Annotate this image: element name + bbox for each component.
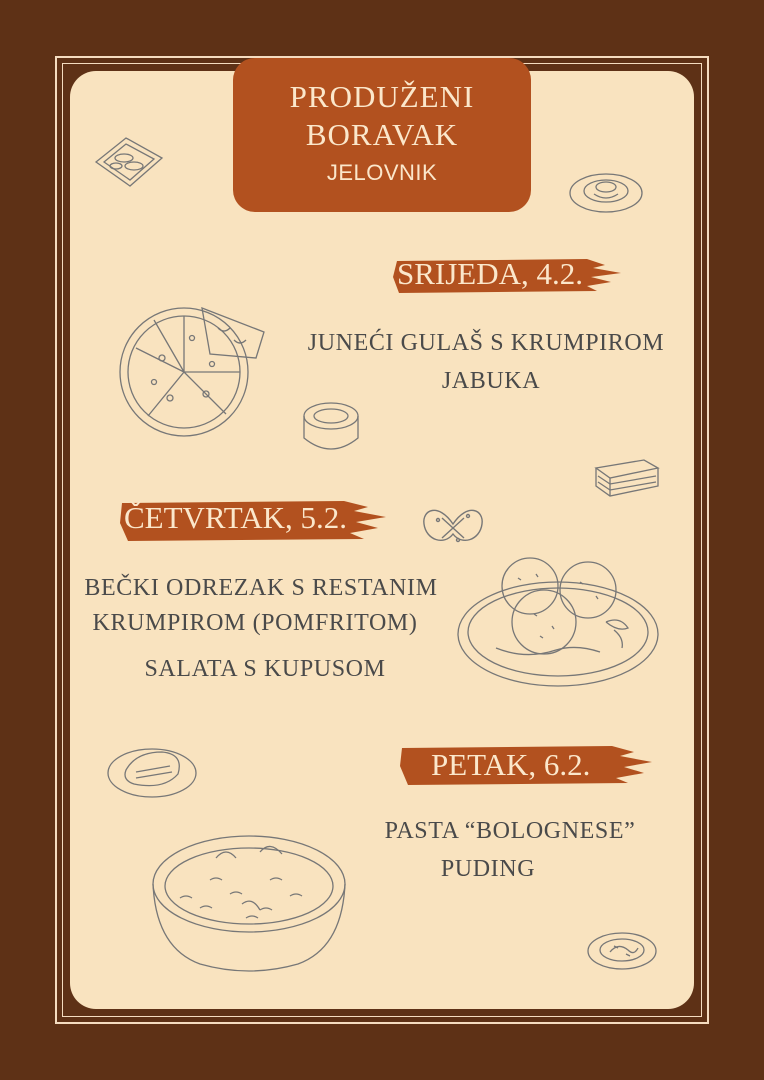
meal-item: SALATA S KUPUSOM xyxy=(144,656,386,682)
cake-slice-icon xyxy=(592,456,662,502)
meal-item: PASTA “BOLOGNESE” xyxy=(384,818,636,844)
day-label: PETAK, 6.2. xyxy=(431,747,591,782)
meatballs-plate-icon xyxy=(456,556,660,690)
day-banner-wednesday xyxy=(391,255,623,297)
title-box xyxy=(233,58,531,212)
pizza-icon xyxy=(118,298,268,444)
pastry-icon xyxy=(106,746,198,800)
meal-item: JUNEĆI GULAŠ S KRUMPIROM xyxy=(307,330,665,356)
meal-item: JABUKA xyxy=(441,368,541,394)
pretzel-icon xyxy=(418,494,488,552)
meal-item: BEČKI ODREZAK S RESTANIM xyxy=(84,575,438,601)
title-line-2: BORAVAK xyxy=(305,117,459,152)
day-label: ČETVRTAK, 5.2. xyxy=(124,500,347,535)
meal-item: KRUMPIROM (POMFRITOM) xyxy=(92,610,418,636)
small-plate-icon xyxy=(586,930,658,972)
rice-bowl-icon xyxy=(150,828,348,974)
meal-item: PUDING xyxy=(440,856,536,882)
plate-icon xyxy=(568,170,644,216)
sandwich-icon xyxy=(90,132,166,192)
menu-subtitle: JELOVNIK xyxy=(326,160,438,185)
day-label: SRIJEDA, 4.2. xyxy=(397,256,584,291)
day-banner-thursday xyxy=(118,497,388,545)
title-line-1: PRODUŽENI xyxy=(289,79,475,114)
day-banner-friday xyxy=(398,742,654,788)
cheese-wheel-icon xyxy=(302,398,360,456)
